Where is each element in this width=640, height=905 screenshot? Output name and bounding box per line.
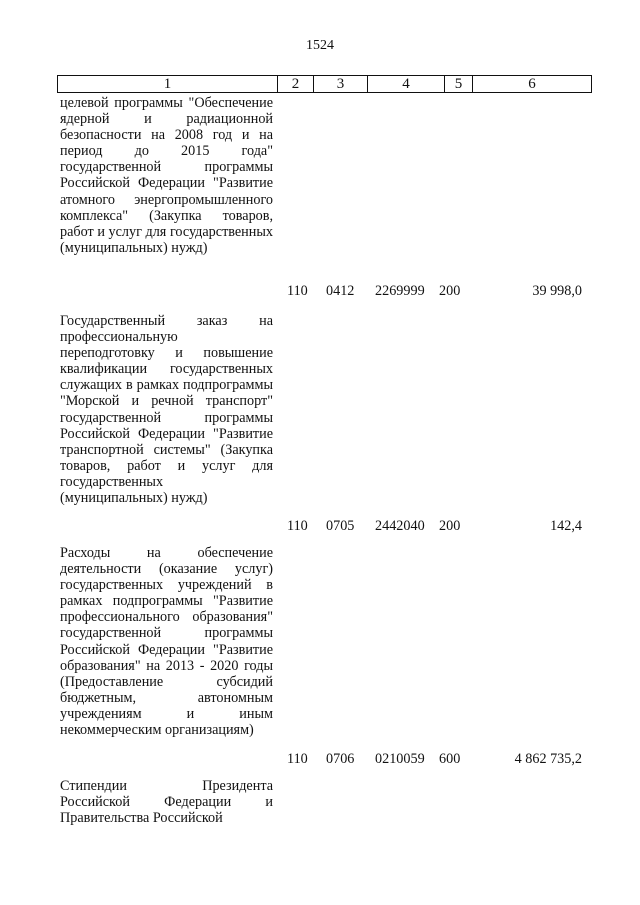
row-target-code: 2269999 — [375, 283, 425, 299]
row-expense-type: 200 — [439, 518, 461, 534]
row-subsection-code: 0705 — [326, 518, 355, 534]
row-section-code: 110 — [287, 751, 308, 767]
row-description: целевой программы "Обеспечение ядерной и радиационной безопасности на 2008 год и на период до 2015 года" государственной программы Российской Федерации "Развитие атомного энергопромышленного комплекса" (Закупка товаров, работ и услуг для государственных (муниципальных) нужд) — [60, 95, 273, 256]
row-amount: 142,4 — [550, 518, 582, 534]
row-expense-type: 200 — [439, 283, 461, 299]
header-col-6: 6 — [473, 76, 592, 93]
row-expense-type: 600 — [439, 751, 461, 767]
header-col-1: 1 — [58, 76, 278, 93]
header-col-5: 5 — [445, 76, 473, 93]
table-row — [60, 313, 590, 543]
table-row — [60, 778, 590, 838]
row-section-code: 110 — [287, 283, 308, 299]
header-col-4: 4 — [368, 76, 445, 93]
row-subsection-code: 0412 — [326, 283, 355, 299]
table-row — [60, 545, 590, 775]
row-amount: 39 998,0 — [532, 283, 582, 299]
header-col-2: 2 — [278, 76, 314, 93]
table-row — [60, 95, 590, 305]
row-description: Расходы на обеспечение деятельности (оказание услуг) государственных учреждений в рамках подпрограммы "Развитие профессионального образования" государственной программы Российской Федерации "Развитие образования" на 2013 - 2020 годы (Предоставление субсидий бюджетным, автономным учреждениям и иным некоммерческим организациям) — [60, 545, 273, 739]
row-section-code: 110 — [287, 518, 308, 534]
row-subsection-code: 0706 — [326, 751, 355, 767]
row-description: Стипендии Президента Российской Федерации и Правительства Российской — [60, 778, 273, 827]
table-header — [57, 75, 592, 93]
row-target-code: 2442040 — [375, 518, 425, 534]
row-description: Государственный заказ на профессиональную переподготовку и повышение квалификации государственных служащих в рамках подпрограммы "Морской и речной транспорт" государственной программы Российской Федерации "Развитие транспортной системы" (Закупка товаров, работ и услуг для государственных (муниципальных) нужд) — [60, 313, 273, 507]
row-amount: 4 862 735,2 — [514, 751, 582, 767]
page-number: 1524 — [306, 38, 334, 53]
row-target-code: 0210059 — [375, 751, 425, 767]
header-col-3: 3 — [314, 76, 368, 93]
